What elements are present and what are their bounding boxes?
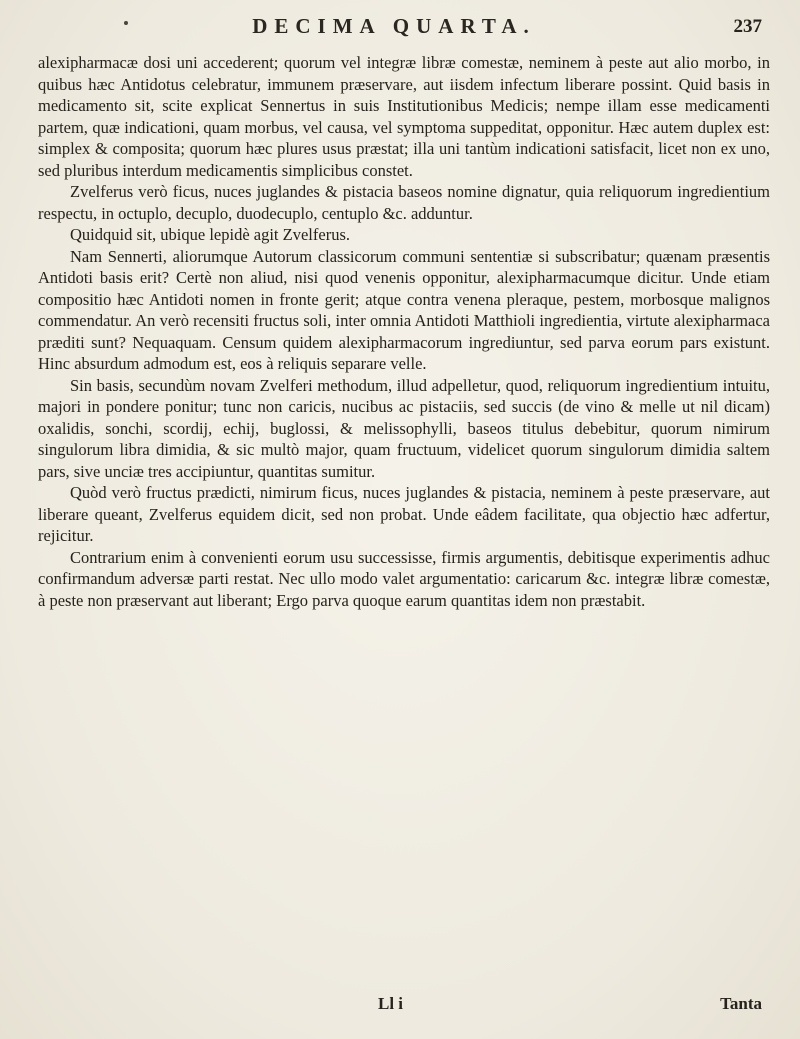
paragraph: Quidquid sit, ubique lepidè agit Zvelferus. (70, 225, 350, 244)
catchword: Tanta (720, 994, 762, 1013)
page-footer (0, 994, 800, 1018)
paragraph: Zvelferus verò ficus, nuces juglandes & pistacia baseos nomine dignatur, quia reliquorum ingredientium respectu, in octuplo, decuplo, duodecuplo, centuplo &c. adduntur. (38, 182, 770, 223)
paragraph: Sin basis, secundùm novam Zvelferi methodum, illud adpelletur, quod, reliquorum ingredientium intuitu, majori in pondere ponitur; tunc non caricis, nucibus ac pistaciis, sed succis (de vino & melle ut nil dicam) oxalidis, sonchi, scordij, echij, buglossi, & melissophylli, baseos titulus debebitur, quorum nimirum singulorum libra dimidia, & sic multò major, quam fructuum, videlicet quorum singulorum dimidia saltem pars, sive unciæ tres accipiuntur, quantitas sumitur. (38, 375, 770, 481)
paragraph: Quòd verò fructus prædicti, nimirum ficus, nuces juglandes & pistacia, neminem à peste præservare, aut liberare queant, Zvelferus equidem dicit, sed non probat. Unde eâdem facilitate, qua objectio hæc adfertur, rejicitur. (38, 483, 770, 545)
signature-mark: Ll i (378, 994, 404, 1013)
ink-mark-icon (122, 19, 130, 27)
paragraph: Nam Sennerti, aliorumque Autorum classicorum communi sententiæ si subscribatur; quænam præsentis Antidoti basis erit? Certè non aliud, nisi quod venenis opponitur, alexipharmacumque dicitur. Unde etiam compositio hæc Antidoti nomen in fronte gerit; atque contra venena pleraque, pestem, morbosque malignos commendatur. An verò recensiti fructus soli, inter omnia Antidoti Matthioli ingredientia, virtute alexipharmaca præditi sunt? Nequaquam. Censum quidem alexipharmacorum ingrediuntur, sed parva eorum pars existunt. Hinc absurdum admodum est, eos à reliquis separare velle. (38, 246, 770, 373)
page-header (0, 14, 800, 46)
running-title: DECIMA QUARTA. (252, 14, 536, 38)
paragraph: Contrarium enim à convenienti eorum usu successisse, firmis argumentis, debitisque experimentis adhuc confirmandum adversæ parti restat. Nec ullo modo valet argumentatio: caricarum &c. integræ libræ comestæ, à peste non præservant aut liberant; Ergo parva quoque earum quantitas idem non præstabit. (38, 547, 770, 610)
paragraph: alexipharmacæ dosi uni accederent; quorum vel integræ libræ comestæ, neminem à peste aut alio morbo, in quibus hæc Antidotus celebratur, immunem præservare, aut iisdem infectum liberare possint. Quid basis in medicamento sit, scite explicat Sennertus in suis Institutionibus Medicis; nempe illam esse medicamenti partem, quæ indicationi, quam morbus, vel causa, vel symptoma suppeditat, opponitur. Hæc autem duplex est: simplex & composita; quorum hæc plures usus præstat; illa uni tantùm indicationi satisfacit, licet non ex uno, sed pluribus interdum medicamentis simplicibus constet. (38, 53, 770, 180)
body-text (38, 52, 770, 611)
page-number: 237 (733, 16, 762, 37)
